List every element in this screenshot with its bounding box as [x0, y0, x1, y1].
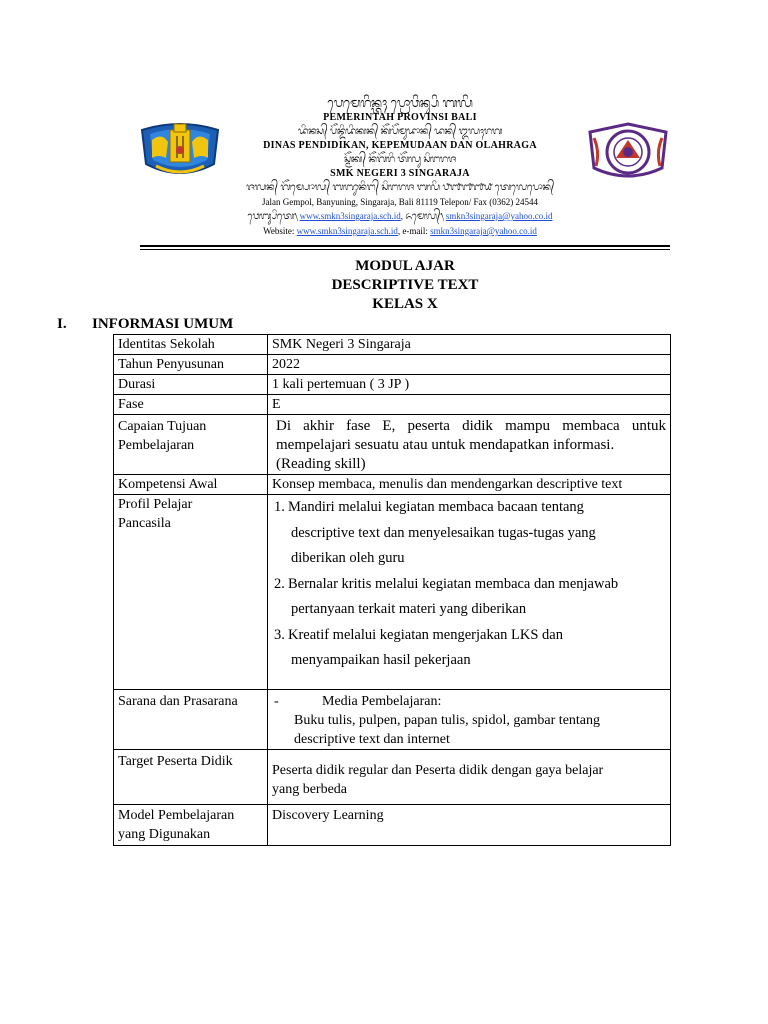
value-tahun: 2022: [268, 355, 671, 375]
sarana-items-line2: descriptive text dan internet: [294, 732, 450, 747]
label-tahun: Tahun Penyusunan: [114, 355, 268, 375]
sarana-media: Media Pembelajaran:: [322, 694, 442, 709]
letterhead-government: PEMERINTAH PROVINSI BALI: [323, 112, 477, 123]
value-durasi: 1 kali pertemuan ( 3 JP ): [268, 375, 671, 395]
profil-item-number: 3.: [274, 626, 285, 643]
table-row: [114, 335, 671, 355]
table-row: [114, 375, 671, 395]
letterhead-balinese-school: ᬲ᭄ᬫᭂᬓ᭄ ᬦᭂᬕᭂᬭᬶ ᬢᭂᬮᬸ ᬲᬶᬗᬭᬚ: [343, 154, 457, 165]
table-row: [114, 475, 671, 495]
label-profil-line2: Pancasila: [118, 516, 171, 531]
value-capaian-line3: (Reading skill): [276, 456, 366, 472]
table-row: [114, 495, 671, 690]
value-sarana: [268, 690, 671, 750]
value-kompetensi: Konsep membaca, menulis dan mendengarkan descriptive text: [268, 475, 671, 495]
table-row: [114, 395, 671, 415]
table-row: [114, 355, 671, 375]
value-capaian: [268, 415, 671, 475]
profil-list: [274, 495, 666, 674]
sarana-items-line1: Buku tulis, pulpen, papan tulis, spidol, gambar tentang: [294, 713, 601, 728]
label-identitas: Identitas Sekolah: [114, 335, 268, 355]
balinese-email-link[interactable]: smkn3singaraja@yahoo.co.id: [445, 211, 553, 221]
letterhead: [200, 97, 600, 238]
profil-item-line: Bernalar kritis melalui kegiatan membaca dan menjawab: [288, 575, 619, 592]
email-label: , e-mail:: [397, 226, 428, 236]
label-profil: [114, 495, 268, 690]
label-model-line1: Model Pembelajaran: [118, 808, 235, 823]
title-descriptive-text: DESCRIPTIVE TEXT: [331, 277, 479, 293]
letterhead-balinese-title: ᬧᬾᬫᬾᬭᬶᬦ᭄ᬢᬄ ᬧ᭄ᬭᭀᬯᬶᬦ᭄ᬲᬶ ᬩᬮᬶ: [327, 96, 473, 111]
letterhead-address: Jalan Gempol, Banyuning, Singaraja, Bali 81119 Telepon/ Fax (0362) 24544: [262, 197, 538, 207]
value-capaian-line1: Di akhir fase E, peserta didik mampu membaca untuk: [276, 418, 666, 434]
website-link[interactable]: www.smkn3singaraja.sch.id: [296, 226, 398, 236]
value-target: [268, 750, 671, 805]
profil-item-line: descriptive text dan menyelesaikan tugas-tugas yang: [291, 524, 596, 541]
label-sarana: Sarana dan Prasarana: [114, 690, 268, 750]
title-kelas: KELAS X: [372, 296, 438, 312]
title-modul-ajar: MODUL AJAR: [355, 258, 455, 274]
profil-item-line: pertanyaan terkait materi yang diberikan: [291, 601, 527, 617]
table-row: [114, 805, 671, 846]
letterhead-agency: DINAS PENDIDIKAN, KEPEMUDAAN DAN OLAHRAGA: [263, 140, 537, 151]
info-table: [113, 334, 671, 846]
balinese-mail-label: ᬏᬫᬾᬮ᭄᭞: [405, 211, 444, 222]
value-fase: E: [268, 395, 671, 415]
list-item: [274, 572, 666, 623]
email-link[interactable]: smkn3singaraja@yahoo.co.id: [430, 226, 537, 236]
value-capaian-line2: mempelajari sesuatu atau untuk mendapatkan informasi.: [276, 437, 615, 453]
value-target-line2: yang berbeda: [272, 782, 348, 797]
profil-item-line: Mandiri melalui kegiatan membaca bacaan tentang: [288, 499, 584, 515]
label-durasi: Durasi: [114, 375, 268, 395]
letterhead-rule-thick: [140, 245, 670, 247]
profil-item-line: Kreatif melalui kegiatan mengerjakan LKS dan: [288, 626, 563, 643]
section-number: I.: [57, 316, 67, 332]
letterhead-school: SMK NEGERI 3 SINGARAJA: [330, 168, 470, 179]
profil-item-number: 1.: [274, 499, 285, 515]
list-item: [274, 495, 666, 572]
profil-item-line: menyampaikan hasil pekerjaan: [291, 652, 471, 668]
label-model: [114, 805, 268, 846]
label-model-line2: yang Digunakan: [118, 827, 211, 842]
value-identitas: SMK Negeri 3 Singaraja: [268, 335, 671, 355]
label-fase: Fase: [114, 395, 268, 415]
value-model: Discovery Learning: [268, 805, 671, 846]
label-capaian: [114, 415, 268, 475]
label-capaian-line1: Capaian Tujuan: [118, 419, 207, 434]
letterhead-contacts: [200, 224, 600, 238]
profil-item-line: diberikan oleh guru: [291, 550, 405, 566]
letterhead-balinese-contacts: ᬯᬾᬩ᭄ᬲᬶᬢᬾ᭞ www.smkn3singaraja.sch.id, ᬏᬫᬾᬮ᭄᭞ smkn3singaraja@yahoo.co.id: [247, 211, 553, 222]
balinese-website-link[interactable]: www.smkn3singaraja.sch.id: [299, 211, 401, 221]
table-row: [114, 690, 671, 750]
section-title: INFORMASI UMUM: [92, 316, 234, 332]
balinese-web-label: ᬯᬾᬩ᭄ᬲᬶᬢᬾ᭞: [247, 211, 298, 222]
table-row: [114, 415, 671, 475]
list-item: [274, 623, 666, 674]
label-kompetensi: Kompetensi Awal: [114, 475, 268, 495]
website-label: Website:: [263, 226, 295, 236]
label-target: Target Peserta Didik: [114, 750, 268, 805]
letterhead-balinese-address: ᬚᬮᬦ᭄ ᬕᭂᬫ᭄ᬧᭀᬮ᭄ ᬩᬜᬸᬦᬶᬗ᭄ ᬲᬶᬗᬭᬚ ᬩᬮᬶ ᭘᭑᭑᭑᭙ ᬢᬾᬮᬾᬧᭀᬦ᭄: [246, 182, 554, 193]
table-row: [114, 750, 671, 805]
label-profil-line1: Profil Pelajar: [118, 497, 193, 512]
value-target-line1: Peserta didik regular dan Peserta didik dengan gaya belajar: [272, 763, 604, 778]
letterhead-balinese-agency: ᬤᬶᬦᬲ᭄ ᬧᭂᬦ᭄ᬤᬶᬤᬶᬓᬦ᭄ ᬓᭂᬧᭂᬫᬸᬤᬵᬦ᭄ ᬤᬦ᭄ ᬑᬮᬄᬭᬕ: [297, 126, 503, 137]
value-profil: [268, 495, 671, 690]
sarana-dash: -: [274, 694, 279, 709]
letterhead-rule-thin: [140, 249, 670, 250]
label-capaian-line2: Pembelajaran: [118, 438, 195, 453]
profil-item-number: 2.: [274, 575, 285, 592]
